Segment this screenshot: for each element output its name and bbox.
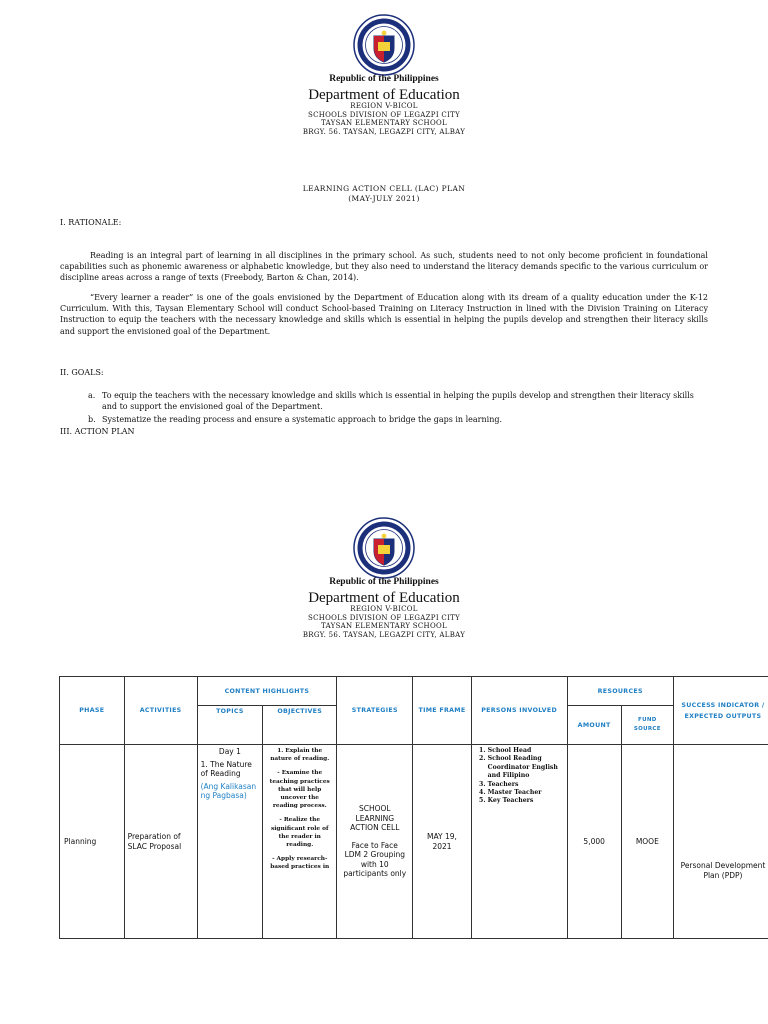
republic-label: Republic of the Philippines — [329, 577, 439, 587]
division-line: SCHOOLS DIVISION OF LEGAZPI CITY — [307, 613, 461, 622]
header-amount: AMOUNT — [567, 706, 621, 745]
rationale-p1-text: Reading is an integral part of learning in all disciplines in the primary school. As such, students need to not only become proficient in foundational capabilities such as phonemic awareness or alphabetic knowledge, but they also need to understand the literacy demands specific to the various curriculum or discipline areas across a range of texts (Freebody, Barton & Chan, 2014). — [60, 251, 708, 283]
header-topics: TOPICS — [197, 706, 263, 745]
persons-list — [472, 747, 567, 806]
objective-item: - Examine the teaching practices that will help uncover the reading process. — [269, 770, 330, 810]
header-activities: ACTIVITIES — [124, 677, 197, 745]
cell-fund-source: MOOE — [621, 745, 673, 939]
department-title: Department of Education — [308, 590, 460, 606]
region-line: REGION V-BICOL — [350, 102, 418, 110]
header-phase: PHASE — [60, 677, 125, 745]
person-item: 5. Key Teachers — [488, 797, 567, 805]
doc-title-line2: (MAY-JULY 2021) — [348, 194, 420, 203]
region-line: REGION V-BICOL — [350, 605, 418, 613]
division-line: SCHOOLS DIVISION OF LEGAZPI CITY — [307, 110, 461, 119]
topic-alt: (Ang Kalikasan ng Pagbasa) — [200, 781, 257, 800]
goal-text: To equip the teachers with the necessary knowledge and skills which is essential in helping the pupils develop and strengthen their literacy skills and to support the envisioned goal of the Department. — [102, 391, 694, 412]
cell-objectives — [263, 745, 337, 939]
topic-day: Day 1 — [218, 747, 241, 756]
goal-text: Systematize the reading process and ensure a systematic approach to bridge the gaps in learning. — [102, 415, 503, 424]
topic-title: 1. The Nature of Reading — [200, 759, 252, 778]
person-item: 2. School Reading Coordinator English and Filipino — [488, 755, 567, 780]
rationale-paragraph-1 — [60, 250, 708, 284]
cell-topics — [197, 745, 263, 939]
address-block — [0, 605, 768, 639]
cell-strategies — [337, 745, 413, 939]
rationale-heading: I. RATIONALE: — [60, 218, 122, 227]
table-row — [60, 745, 768, 939]
person-item: 1. School Head — [488, 747, 567, 755]
objective-item: - Realize the significant role of the reader in reading. — [270, 817, 329, 849]
objective-item: 1. Explain the nature of reading. — [270, 748, 330, 763]
header-time-frame: TIME FRAME — [413, 677, 471, 745]
deped-seal-icon — [353, 517, 415, 579]
header-resources: RESOURCES — [567, 677, 673, 706]
header-persons-involved: PERSONS INVOLVED — [471, 677, 567, 745]
header-content-highlights: CONTENT HIGHLIGHTS — [197, 677, 337, 706]
rationale-p2-text: “Every learner a reader” is one of the goals envisioned by the Department of Education along with its dream of a quality education under the K-12 Curriculum. With this, Taysan Elementary School will conduct School-based Training on Literacy Instruction in lined with the Division Training on Literacy Instruction to equip the teachers with the necessary knowledge and skills which is essential in helping the pupils develop and strengthen their literacy skills and support the envisioned goal of the Department. — [60, 293, 708, 336]
strategy-type: SCHOOL LEARNING ACTION CELL — [350, 804, 400, 833]
school-line: TAYSAN ELEMENTARY SCHOOL — [321, 119, 447, 128]
department-title: Department of Education — [308, 87, 460, 103]
rationale-paragraph-2 — [60, 292, 708, 337]
deped-seal-icon — [353, 14, 415, 76]
address-block — [0, 102, 768, 136]
goal-item-a — [88, 390, 708, 412]
cell-phase: Planning — [60, 745, 125, 939]
person-item: 4. Master Teacher — [488, 789, 567, 797]
cell-success-indicator: Personal Development Plan (PDP) — [673, 745, 768, 939]
school-line: TAYSAN ELEMENTARY SCHOOL — [321, 622, 447, 631]
person-item: 3. Teachers — [488, 781, 567, 789]
action-plan-heading: III. ACTION PLAN — [60, 427, 135, 436]
republic-label: Republic of the Philippines — [329, 74, 439, 84]
header-objectives: OBJECTIVES — [263, 706, 337, 745]
goal-label: a. — [88, 391, 96, 400]
doc-title-line1: LEARNING ACTION CELL (LAC) PLAN — [302, 184, 466, 193]
strategy-detail: Face to Face LDM 2 Grouping with 10 participants only — [343, 840, 407, 879]
header-fund-source: FUND SOURCE — [621, 706, 673, 745]
header-strategies: STRATEGIES — [337, 677, 413, 745]
cell-persons-involved — [471, 745, 567, 939]
cell-activities: Preparation of SLAC Proposal — [124, 745, 197, 939]
header-success-indicator: SUCCESS INDICATOR / EXPECTED OUTPUTS — [673, 677, 768, 745]
cell-amount: 5,000 — [567, 745, 621, 939]
goals-heading: II. GOALS: — [60, 368, 104, 377]
action-plan-table — [59, 676, 768, 939]
goal-label: b. — [88, 415, 96, 424]
goal-item-b — [88, 414, 708, 425]
objective-item: - Apply research-based practices in — [270, 856, 330, 871]
cell-time-frame: MAY 19, 2021 — [413, 745, 471, 939]
barangay-line: BRGY. 56. TAYSAN, LEGAZPI CITY, ALBAY — [302, 630, 466, 639]
doc-title — [0, 184, 768, 204]
barangay-line: BRGY. 56. TAYSAN, LEGAZPI CITY, ALBAY — [302, 127, 466, 136]
